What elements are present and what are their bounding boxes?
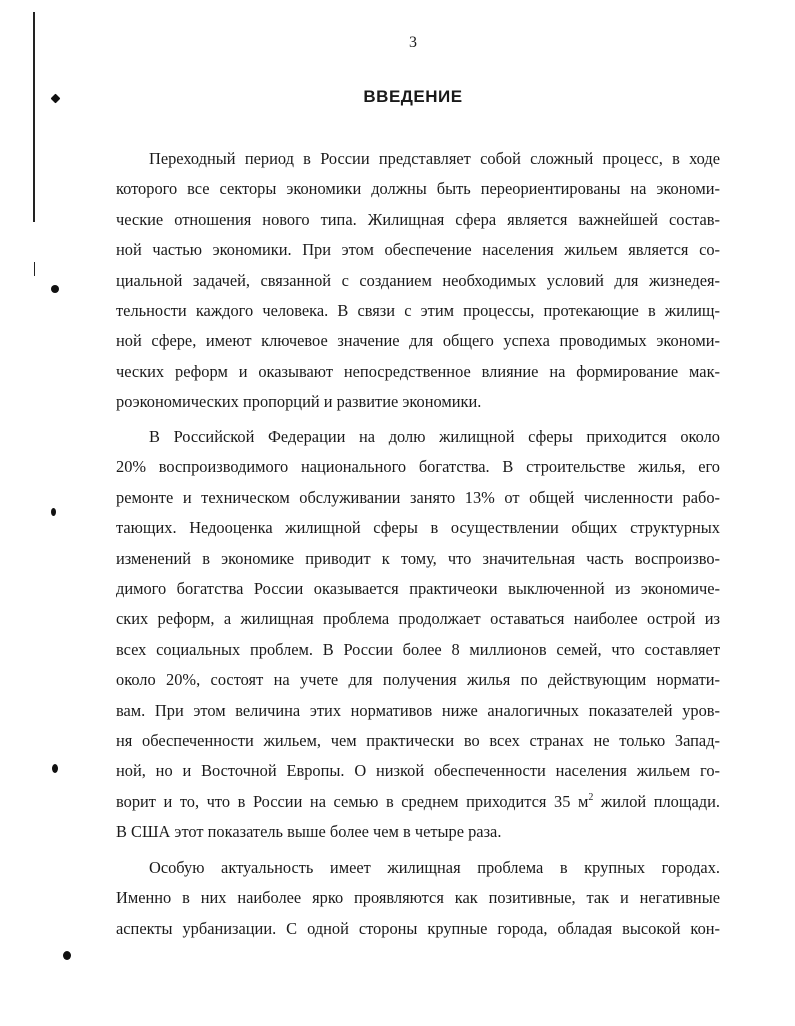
binding-hole-mark <box>51 285 59 293</box>
text-fragment: ворит и то, что в России на семью в среднем приходится 35 м <box>116 791 589 811</box>
scan-edge-line <box>34 262 35 276</box>
text-line: ной, но и Восточной Европы. О низкой обеспеченности населения жильем го- <box>116 761 720 781</box>
text-line: ских реформ, а жилищная проблема продолжает оставаться наиболее острой из <box>116 609 720 629</box>
text-line: ремонте и техническом обслуживании занято 13% от общей численности рабо- <box>116 487 720 507</box>
binding-hole-mark <box>51 508 56 516</box>
text-line-with-superscript <box>116 787 720 817</box>
text-line: Особую актуальность имеет жилищная проблема в крупных городах. <box>149 858 720 877</box>
text-line: всех социальных проблем. В России более 8 миллионов семей, что составляет <box>116 639 720 659</box>
text-line: ной сфере, имеют ключевое значение для общего успеха проводимых экономи- <box>116 331 720 351</box>
superscript: 2 <box>588 791 594 803</box>
text-line: ня обеспеченности жильем, чем практически во всех странах не только Запад- <box>116 730 720 750</box>
page-number: 3 <box>409 34 417 51</box>
text-line: В Российской Федерации на долю жилищной сферы приходится около <box>149 427 720 446</box>
binding-hole-mark <box>63 951 71 960</box>
text-line: около 20%, состоят на учете для получения жилья по действующим нормати- <box>116 670 720 690</box>
page-title: ВВЕДЕНИЕ <box>363 87 463 106</box>
text-line: тельности каждого человека. В связи с этим процессы, протекающие в жилищ- <box>116 300 720 320</box>
text-line: вам. При этом величина этих нормативов ниже аналогичных показателей уров- <box>116 700 720 720</box>
text-line: аспекты урбанизации. С одной стороны крупные города, обладая высокой кон- <box>116 918 720 938</box>
text-line: тающих. Недооценка жилищной сферы в осуществлении общих структурных <box>116 518 720 538</box>
text-line: димого богатства России оказывается практичеоки выключенной из экономиче- <box>116 578 720 598</box>
text-line: ной частью экономики. При этом обеспечение населения жильем является со- <box>116 240 720 260</box>
text-line: роэкономических пропорций и развитие экономики. <box>116 392 482 412</box>
text-line: 20% воспроизводимого национального богатства. В строительстве жилья, его <box>116 457 720 477</box>
paragraph-2 <box>116 422 720 847</box>
binding-hole-mark <box>52 764 58 773</box>
paragraph-1 <box>116 144 720 418</box>
text-line: изменений в экономике приводит к тому, что значительная часть воспроизво- <box>116 548 720 568</box>
text-line: Переходный период в России представляет собой сложный процесс, в ходе <box>149 149 720 168</box>
paragraph-3 <box>116 853 720 944</box>
text-line: ческих реформ и оказывают непосредственное влияние на формирование мак- <box>116 361 720 381</box>
text-line: Именно в них наиболее ярко проявляются как позитивные, так и негативные <box>116 888 720 908</box>
text-line: циальной задачей, связанной с созданием необходимых условий для жизнедея- <box>116 270 720 290</box>
text-line: В США этот показатель выше более чем в четыре раза. <box>116 822 502 842</box>
text-fragment: жилой площади. <box>593 791 720 811</box>
text-line: которого все секторы экономики должны быть переориентированы на экономи- <box>116 179 720 199</box>
text-line: ческие отношения нового типа. Жилищная сфера является важнейшей состав- <box>116 209 720 229</box>
